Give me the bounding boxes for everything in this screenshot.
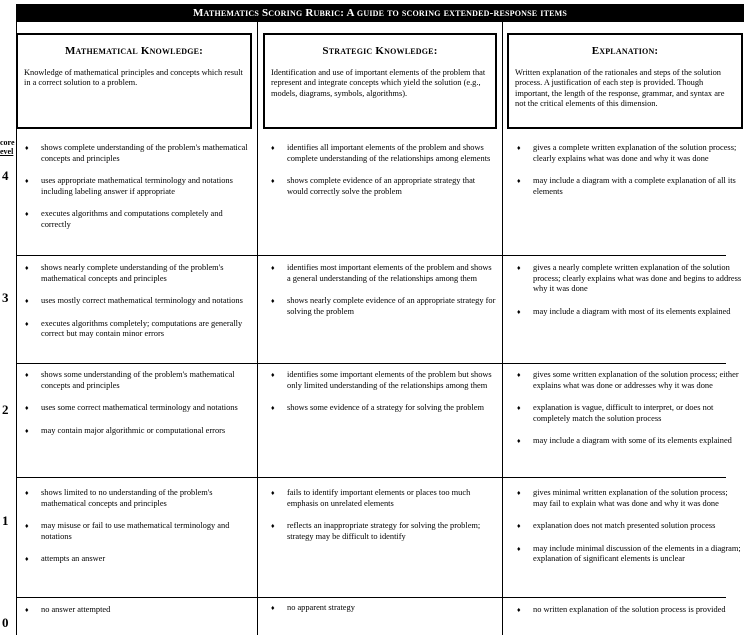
row-4-explanation (516, 143, 742, 209)
grid-line (16, 22, 17, 635)
bullet-icon: ♦ (25, 555, 29, 564)
bullet-icon: ♦ (271, 522, 275, 531)
list-item (516, 521, 742, 532)
item-text: shows nearly complete evidence of an appropriate strategy for solving the problem (287, 296, 496, 316)
list-item (24, 521, 252, 542)
bullet-icon: ♦ (517, 437, 521, 446)
list-item (270, 176, 496, 197)
list-item (516, 307, 742, 318)
column-title: Strategic Knowledge: (322, 45, 438, 57)
grid-line (257, 22, 258, 635)
item-text: may misuse or fail to use mathematical terminology and notations (41, 521, 230, 541)
row-2-strategic (270, 370, 496, 426)
list-item (270, 403, 496, 414)
list-item (270, 263, 496, 284)
item-text: shows complete understanding of the problem's mathematical concepts and principles (41, 143, 248, 163)
row-1-strategic (270, 488, 496, 554)
bullet-icon: ♦ (25, 319, 29, 328)
bullet-icon: ♦ (517, 144, 521, 152)
bullet-icon: ♦ (517, 264, 521, 272)
list-item (270, 521, 496, 542)
list-item (24, 370, 252, 391)
score-0: 0 (2, 615, 9, 630)
item-text: uses appropriate mathematical terminology and notations including labeling answer if appropriate (41, 176, 233, 196)
header-strategic-knowledge (263, 33, 497, 129)
item-text: shows limited to no understanding of the problem's mathematical concepts and principles (41, 488, 213, 508)
item-text: explanation does not match presented solution process (533, 521, 716, 531)
item-text: gives a complete written explanation of the solution process; clearly explains what was done and why it was done (533, 143, 737, 163)
bullet-icon: ♦ (25, 489, 29, 497)
row-1-explanation (516, 488, 742, 577)
list-item (270, 488, 496, 509)
column-title: Explanation: (591, 45, 659, 57)
list-item (270, 143, 496, 164)
item-text: gives a nearly complete written explanation of the solution process; clearly explains what was done and begins to address why it was done (533, 263, 742, 294)
list-item (24, 605, 252, 616)
item-text: uses some correct mathematical terminology and notations (41, 403, 238, 413)
bullet-icon: ♦ (25, 264, 29, 272)
score-4: 4 (2, 168, 9, 183)
list-item (516, 488, 742, 509)
item-text: no answer attempted (41, 605, 111, 614)
bullet-icon: ♦ (25, 371, 29, 379)
bullet-icon: ♦ (25, 297, 29, 306)
column-description: Written explanation of the rationales and steps of the solution process. A justification of each step is provided. Though important, the length of the response, grammar, and syntax are not the critical elements of this dimension. (515, 67, 725, 109)
bullet-icon: ♦ (517, 371, 521, 379)
bullet-icon: ♦ (517, 404, 521, 413)
list-item (516, 436, 742, 447)
score-label-line: evel (0, 147, 14, 156)
score-2: 2 (2, 402, 9, 417)
item-text: executes algorithms completely; computations are generally correct but may contain minor errors (41, 318, 243, 339)
row-3-explanation (516, 263, 742, 329)
list-item (24, 426, 252, 437)
item-text: identifies all important elements of the problem and shows complete understanding of the relationships among elements (287, 143, 491, 163)
item-text: may include a diagram with a complete explanation of all its elements (533, 176, 736, 196)
item-text: gives minimal written explanation of the solution process; may fail to explain what was done and why it was done (533, 488, 728, 508)
bullet-icon: ♦ (517, 522, 521, 531)
list-item (24, 209, 252, 230)
list-item (24, 554, 252, 565)
list-item (270, 370, 496, 391)
row-divider (16, 597, 726, 598)
bullet-icon: ♦ (517, 606, 521, 614)
column-description: Knowledge of mathematical principles and concepts which result in a correct solution to a problem. (24, 67, 243, 88)
bullet-icon: ♦ (25, 210, 29, 219)
item-text: identifies most important elements of the problem and shows a general understanding of the relationships among them (287, 263, 492, 283)
list-item (516, 263, 742, 295)
list-item (516, 544, 742, 565)
item-text: gives some written explanation of the solution process; either explains what was done or addresses why it was done (533, 370, 739, 390)
score-level-label (0, 138, 15, 156)
header-mathematical-knowledge (16, 33, 252, 129)
item-text: shows some understanding of the problem's mathematical concepts and principles (41, 370, 235, 390)
row-divider (16, 255, 726, 256)
item-text: attempts an answer (41, 554, 106, 564)
item-text: fails to identify important elements or places too much emphasis on unrelated elements (287, 488, 471, 508)
item-text: shows complete evidence of an appropriate strategy that would correctly solve the problem (287, 176, 476, 196)
score-3: 3 (2, 290, 9, 305)
row-4-math (24, 143, 252, 243)
list-item (516, 605, 742, 616)
item-text: may include minimal discussion of the elements in a diagram; explanation of significant elements is unclear (533, 543, 741, 564)
list-item (516, 403, 742, 424)
bullet-icon: ♦ (517, 489, 521, 497)
grid-line (502, 22, 503, 635)
bullet-icon: ♦ (517, 177, 521, 186)
list-item (24, 263, 252, 284)
row-0-strategic (270, 603, 496, 626)
bullet-icon: ♦ (271, 604, 275, 612)
bullet-icon: ♦ (271, 144, 275, 152)
column-description: Identification and use of important elements of the problem that represent and integrate concepts which yield the solution (e.g., models, diagrams, symbols, algorithms). (271, 67, 486, 98)
bullet-icon: ♦ (271, 371, 275, 379)
list-item (516, 143, 742, 164)
bullet-icon: ♦ (25, 404, 29, 413)
item-text: may include a diagram with most of its elements explained (533, 306, 731, 316)
item-text: may contain major algorithmic or computational errors (41, 425, 226, 435)
item-text: identifies some important elements of the problem but shows only limited understanding of the relationships among them (287, 370, 492, 390)
score-1: 1 (2, 513, 9, 528)
row-3-math (24, 263, 252, 352)
row-divider (16, 477, 726, 478)
item-text: no written explanation of the solution process is provided (533, 605, 726, 614)
column-title: Mathematical Knowledge: (64, 45, 204, 57)
row-2-math (24, 370, 252, 448)
list-item (270, 296, 496, 317)
bullet-icon: ♦ (271, 177, 275, 186)
row-1-math (24, 488, 252, 577)
header-explanation (507, 33, 743, 129)
row-0-math (24, 605, 252, 628)
item-text: shows nearly complete understanding of the problem's mathematical concepts and principles (41, 263, 224, 283)
list-item (24, 488, 252, 509)
item-text: may include a diagram with some of its elements explained (533, 436, 732, 446)
list-item (516, 370, 742, 391)
list-item (516, 176, 742, 197)
item-text: uses mostly correct mathematical terminology and notations (41, 296, 243, 306)
item-text: executes algorithms and computations completely and correctly (41, 209, 223, 229)
row-divider (16, 363, 726, 364)
bullet-icon: ♦ (517, 307, 521, 316)
bullet-icon: ♦ (25, 522, 29, 531)
bullet-icon: ♦ (25, 426, 29, 435)
score-label-line: core (0, 138, 15, 147)
bullet-icon: ♦ (517, 544, 521, 553)
row-3-strategic (270, 263, 496, 329)
bullet-icon: ♦ (25, 144, 29, 152)
list-item (24, 176, 252, 197)
item-text: shows some evidence of a strategy for solving the problem (287, 403, 484, 413)
rubric-title: Mathematics Scoring Rubric: A guide to scoring extended-response items (16, 4, 744, 22)
list-item (270, 603, 496, 614)
bullet-icon: ♦ (271, 297, 275, 306)
bullet-icon: ♦ (271, 489, 275, 497)
item-text: explanation is vague, difficult to interpret, or does not completely match the solution process (533, 403, 714, 423)
bullet-icon: ♦ (25, 606, 29, 614)
bullet-icon: ♦ (271, 404, 275, 413)
list-item (24, 296, 252, 307)
list-item (24, 403, 252, 414)
item-text: reflects an inappropriate strategy for solving the problem; strategy may be difficult to identify (287, 521, 481, 541)
bullet-icon: ♦ (271, 264, 275, 272)
row-4-strategic (270, 143, 496, 209)
item-text: no apparent strategy (287, 603, 355, 612)
bullet-icon: ♦ (25, 177, 29, 186)
row-2-explanation (516, 370, 742, 459)
list-item (24, 319, 252, 340)
list-item (24, 143, 252, 164)
row-0-explanation (516, 605, 742, 628)
